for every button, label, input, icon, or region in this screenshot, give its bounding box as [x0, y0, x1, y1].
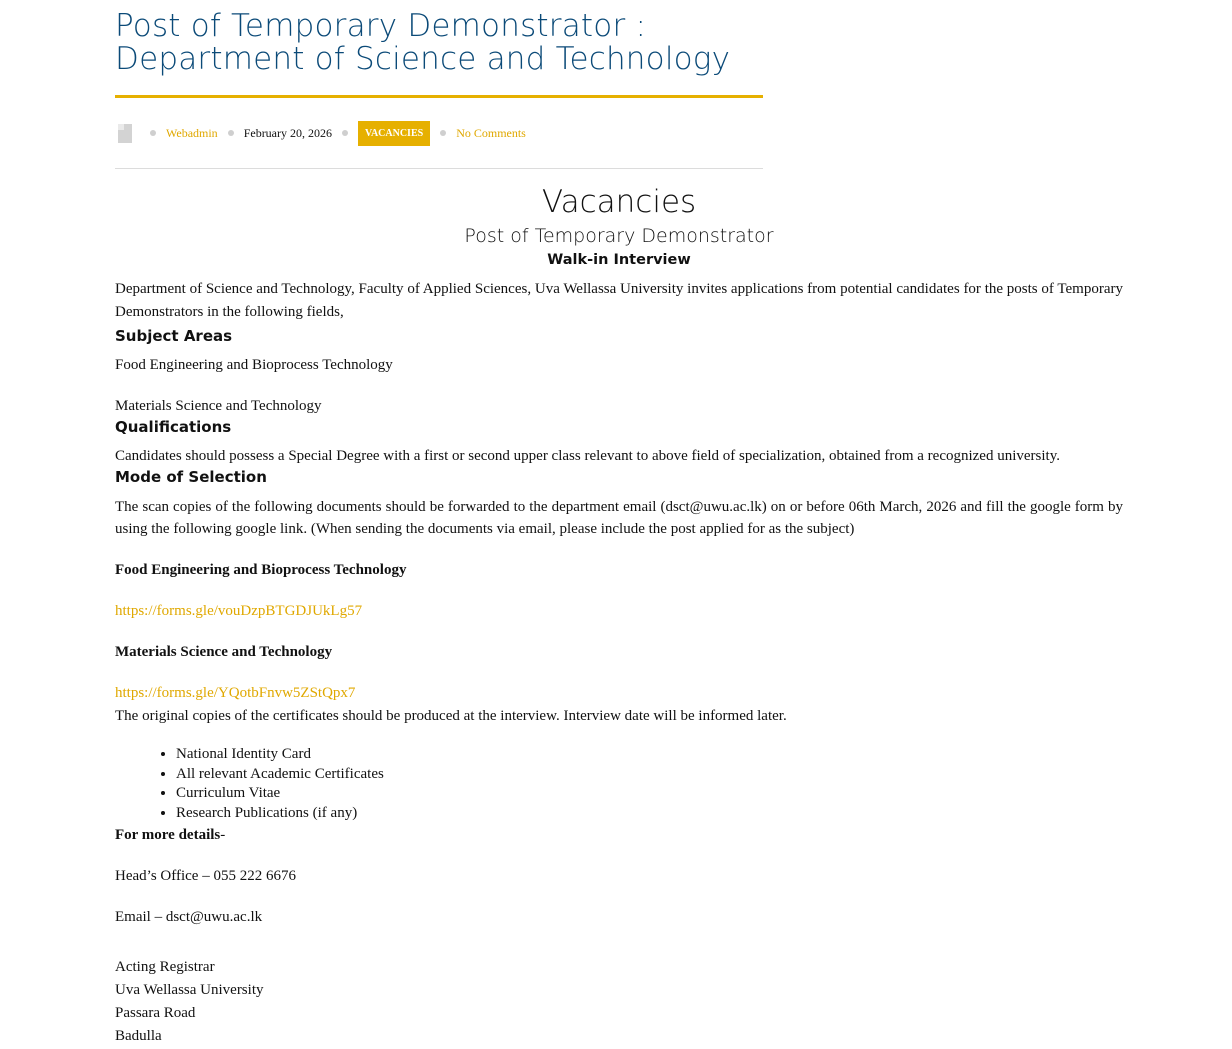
signature-line: Badulla — [115, 1028, 162, 1044]
page-title — [115, 0, 763, 76]
post-date: February 20, 2026 — [243, 125, 333, 140]
meta-separator — [440, 130, 446, 136]
meta-separator — [150, 130, 156, 136]
form-label-materials: Materials Science and Technology — [115, 644, 333, 660]
form-link-materials[interactable]: https://forms.gle/YQotbFnvw5ZStQpx7 — [115, 685, 356, 701]
selection-text: The scan copies of the following documents should be forwarded to the department email (dsct@uwu.ac.lk) on or before 06th March, 2026 and fill the google form by using the following google link. (When sending the documents via email, please include the post applied for as the subject) — [115, 499, 1123, 537]
contact-phone: Head’s Office – 055 222 6676 — [115, 868, 296, 884]
intro-paragraph: Department of Science and Technology, Faculty of Applied Sciences, Uva Wellassa University invites applications from potential candidates for the posts of Temporary Demonstrators in the following fields, — [115, 281, 1123, 320]
subject-area-item: Materials Science and Technology — [115, 398, 322, 414]
list-item: • Research Publications (if any) — [176, 804, 1123, 824]
meta-separator — [228, 130, 234, 136]
post-meta — [115, 98, 763, 169]
signature-line: Acting Registrar — [115, 959, 215, 975]
category-badge[interactable]: VACANCIES — [358, 121, 430, 146]
selection-heading: Mode of Selection — [115, 468, 267, 486]
comments-link[interactable]: No Comments — [456, 125, 526, 140]
list-item: • All relevant Academic Certificates — [176, 765, 1123, 785]
post-container — [115, 0, 1123, 1048]
post-content — [115, 183, 1123, 1048]
author-link[interactable]: Webadmin — [166, 125, 218, 140]
walkin-heading: Walk-in Interview — [547, 252, 691, 268]
form-label-food: Food Engineering and Bioprocess Technology — [115, 562, 407, 578]
page-title-line-1: Post of Temporary Demonstrator : — [115, 8, 647, 44]
subject-areas-heading: Subject Areas — [115, 327, 233, 345]
list-item: • Curriculum Vitae — [176, 784, 1123, 804]
qualifications-heading: Qualifications — [115, 418, 232, 436]
list-item: • National Identity Card — [176, 745, 1123, 765]
signature-line: Passara Road — [115, 1005, 196, 1021]
qualifications-text: Candidates should possess a Special Degree with a first or second upper class relevant to above field of specialization, obtained from a recognized university. — [115, 448, 1060, 464]
more-details — [115, 824, 1123, 846]
more-details-label: For more details — [115, 827, 221, 843]
form-link-food[interactable]: https://forms.gle/vouDzpBTGDJUkLg57 — [115, 603, 363, 619]
meta-separator — [342, 130, 348, 136]
content-subheading: Post of Temporary Demonstrator — [464, 225, 774, 247]
signature-line: Uva Wellassa University — [115, 982, 264, 998]
page-title-line-2: Department of Science and Technology — [115, 41, 731, 77]
documents-list — [115, 745, 1123, 823]
document-icon — [118, 124, 132, 143]
more-details-suffix: - — [220, 827, 226, 843]
content-heading: Vacancies — [541, 184, 697, 220]
contact-email: Email – dsct@uwu.ac.lk — [115, 909, 263, 925]
signature-block — [115, 956, 1123, 1048]
originals-note: The original copies of the certificates should be produced at the interview. Interview date will be informed later. — [115, 708, 787, 724]
subject-area-item: Food Engineering and Bioprocess Technology — [115, 357, 393, 373]
